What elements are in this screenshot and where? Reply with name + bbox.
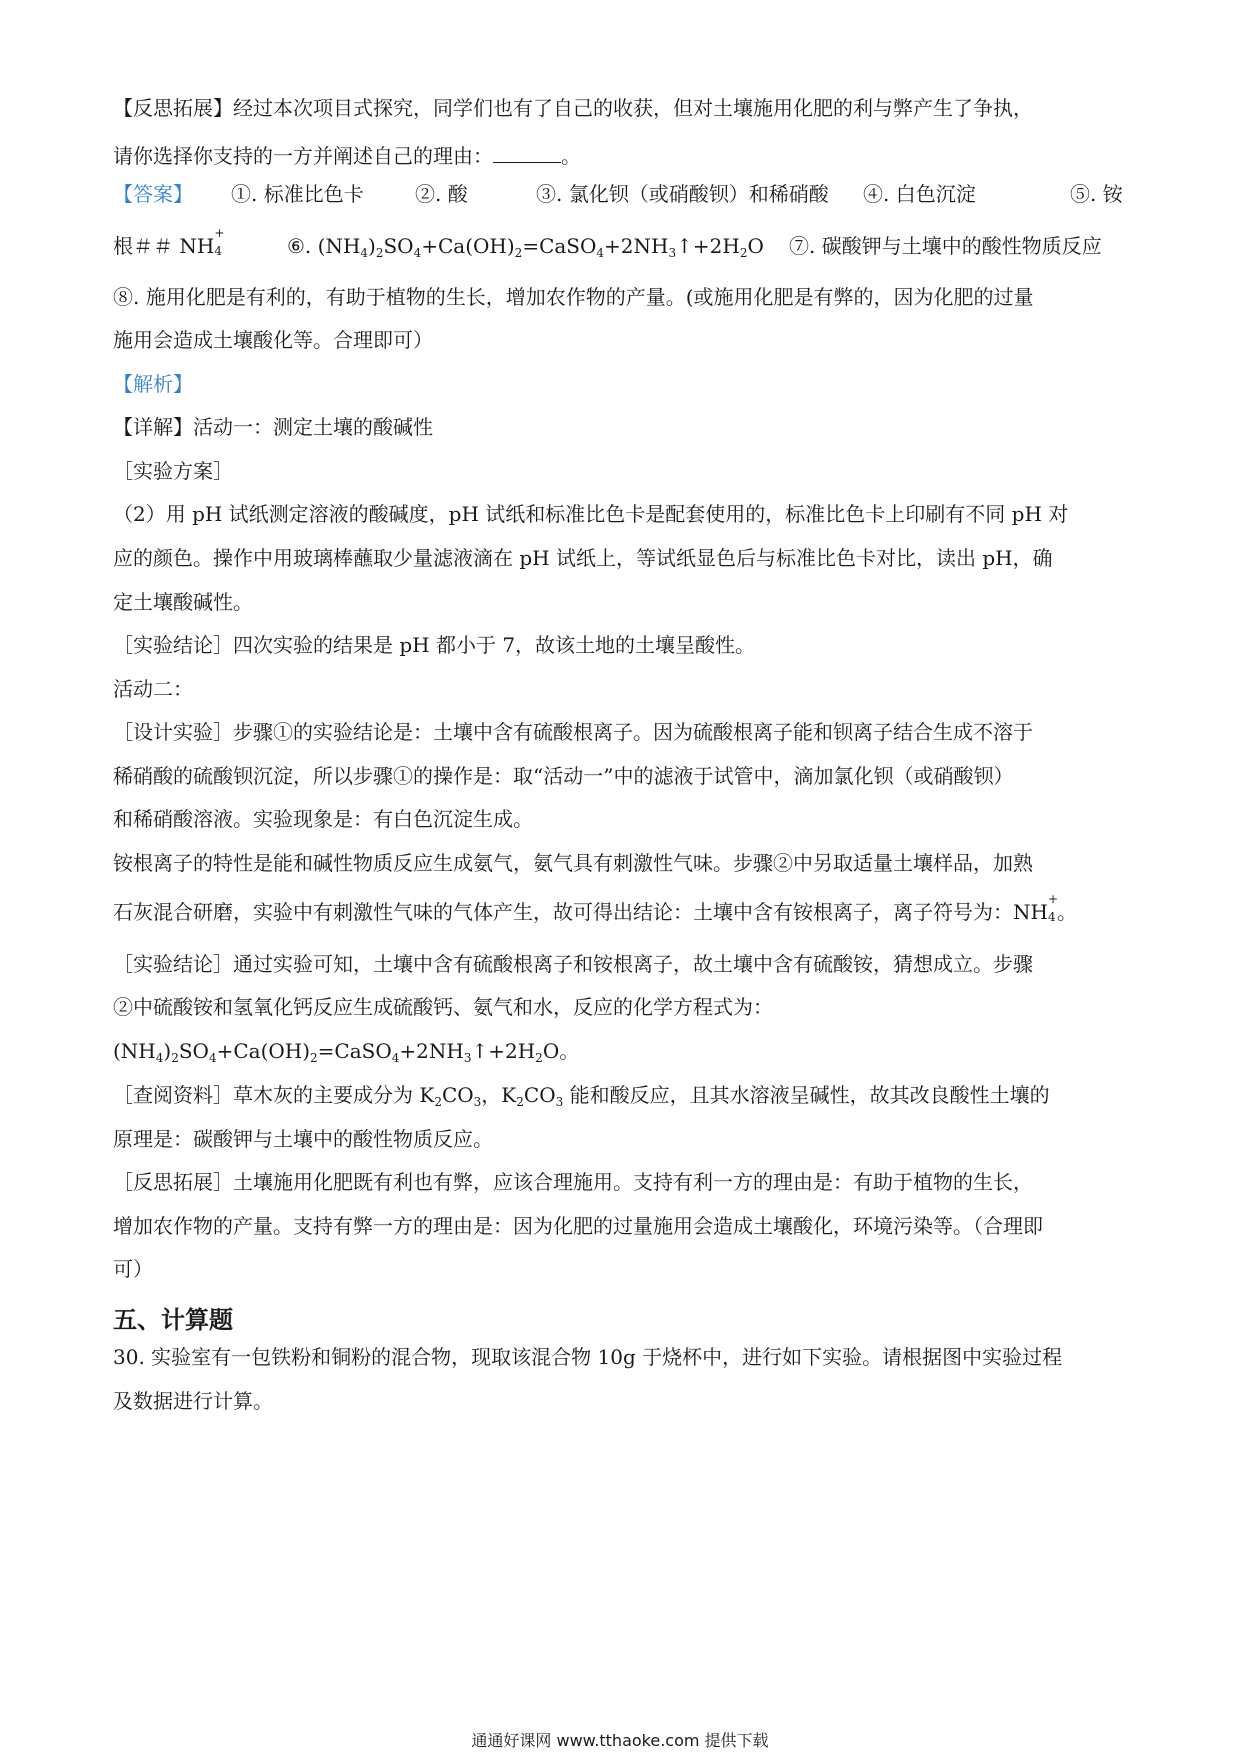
- design-line2: 稀硝酸的硫酸钡沉淀，所以步骤①的操作是：取“活动一”中的滤液于试管中，滴加氯化钡（或硝酸钡）: [113, 764, 1014, 788]
- detail-tag: 【详解】: [113, 415, 193, 439]
- answer-8-line1: ⑧. 施用化肥是有利的，有助于植物的生长，增加农作物的产量。(或施用化肥是有弊的，因为化肥的过量: [113, 285, 1034, 309]
- answer-line2: [113, 226, 1133, 260]
- design-line3: 和稀硝酸溶液。实验现象是：有白色沉淀生成。: [113, 807, 533, 831]
- reflect-line2: 增加农作物的产量。支持有弊一方的理由是：因为化肥的过量施用会造成土壤酸化，环境污染等。（合理即: [113, 1214, 1043, 1238]
- lookup-line2: 原理是：碳酸钾与土壤中的酸性物质反应。: [113, 1127, 493, 1151]
- detail-line: [113, 413, 433, 441]
- conclusion2-line1: ［实验结论］通过实验可知，土壤中含有硫酸根离子和铵根离子，故土壤中含有硫酸铵，猜想成立。步骤: [113, 952, 1033, 976]
- conclusion2-line2: ②中硫酸铵和氢氧化钙反应生成硫酸钙、氨气和水，反应的化学方程式为：: [113, 995, 773, 1019]
- section-heading: 五、计算题: [113, 1306, 233, 1334]
- question30-line2: 及数据进行计算。: [113, 1389, 273, 1413]
- ammonium-charge-2: + 4: [1047, 892, 1059, 924]
- reflection-paragraph-line1: [113, 94, 1033, 122]
- reflection-paragraph-line2: [113, 142, 581, 170]
- plan-line2: 应的颜色。操作中用玻璃棒蘸取少量滤液滴在 pH 试纸上，等试纸显色后与标准比色卡对比，读出 pH，确: [113, 546, 1053, 570]
- design-line5: 石灰混合研磨，实验中有刺激性气味的气体产生，故可得出结论：土壤中含有铵根离子，离子符号为：NH + 4 。: [113, 892, 1077, 924]
- answer-5-continued: 根＃＃ NH: [113, 234, 215, 258]
- reflection-question: 请你选择你支持的一方并阐述自己的理由：: [113, 144, 493, 168]
- plan-line1: （2）用 pH 试纸测定溶液的酸碱度，pH 试纸和标准比色卡是配套使用的，标准比色卡上印刷有不同 pH 对: [113, 502, 1069, 526]
- plan-line3: 定土壤酸碱性。: [113, 590, 253, 614]
- activity2-heading: 活动二：: [113, 677, 193, 701]
- answer-tag: 【答案】: [113, 182, 193, 206]
- answer-2: ②. 酸: [415, 182, 468, 206]
- ammonium-charge: + 4: [214, 226, 225, 258]
- detail-text: 活动一：测定土壤的酸碱性: [193, 415, 433, 439]
- period: 。: [561, 144, 581, 168]
- lookup-line1: ［查阅资料］草木灰的主要成分为 $K_2CO_3$，$K_2CO_3$ 能和酸反应，且其水溶液呈碱性，故其改良酸性土壤的: [113, 1083, 1050, 1109]
- analysis-tag: 【解析】: [113, 372, 193, 396]
- conclusion2-equation: $(NH_4)_2SO_4+Ca(OH)_2=CaSO_4+2NH_3↑+2H_2O$。: [113, 1039, 580, 1065]
- answer-1: ①. 标准比色卡: [231, 182, 364, 206]
- plan-tag: ［实验方案］: [113, 459, 233, 483]
- conclusion1: ［实验结论］四次实验的结果是 pH 都小于 7，故该土地的土壤呈酸性。: [113, 633, 756, 657]
- answer-8-line2: 施用会造成土壤酸化等。合理即可）: [113, 328, 433, 352]
- design-line1: ［设计实验］步骤①的实验结论是：土壤中含有硫酸根离子。因为硫酸根离子能和钡离子结合生成不溶于: [113, 720, 1033, 744]
- answer-4: ④. 白色沉淀: [863, 182, 976, 206]
- reflection-tag: 【反思拓展】: [113, 96, 233, 120]
- answer-6-equation: ⑥. $(NH_4)_2SO_4+Ca(OH)_2=CaSO_4+2NH_3↑+2H_2O$: [287, 234, 764, 260]
- design-line4: 铵根离子的特性是能和碱性物质反应生成氨气，氨气具有刺激性气味。步骤②中另取适量土壤样品，加熟: [113, 851, 1033, 875]
- answer-5: ⑤. 铵: [1070, 182, 1123, 206]
- answer-3: ③. 氯化钡（或硝酸钡）和稀硝酸: [536, 182, 829, 206]
- answer-blank: [493, 144, 561, 163]
- answer-7: ⑦. 碳酸钾与土壤中的酸性物质反应: [789, 234, 1102, 258]
- question30-line1: 30. 实验室有一包铁粉和铜粉的混合物，现取该混合物 10g 于烧杯中，进行如下实验。请根据图中实验过程: [113, 1345, 1063, 1369]
- reflect-line1: ［反思拓展］土壤施用化肥既有利也有弊，应该合理施用。支持有利一方的理由是：有助于植物的生长，: [113, 1170, 1033, 1194]
- answer-line1: [113, 180, 1133, 208]
- page-footer: 通通好课网 www.tthaoke.com 提供下载: [471, 1731, 769, 1750]
- reflect-line3: 可）: [113, 1257, 153, 1281]
- reflection-text: 经过本次项目式探究，同学们也有了自己的收获，但对土壤施用化肥的利与弊产生了争执，: [233, 96, 1033, 120]
